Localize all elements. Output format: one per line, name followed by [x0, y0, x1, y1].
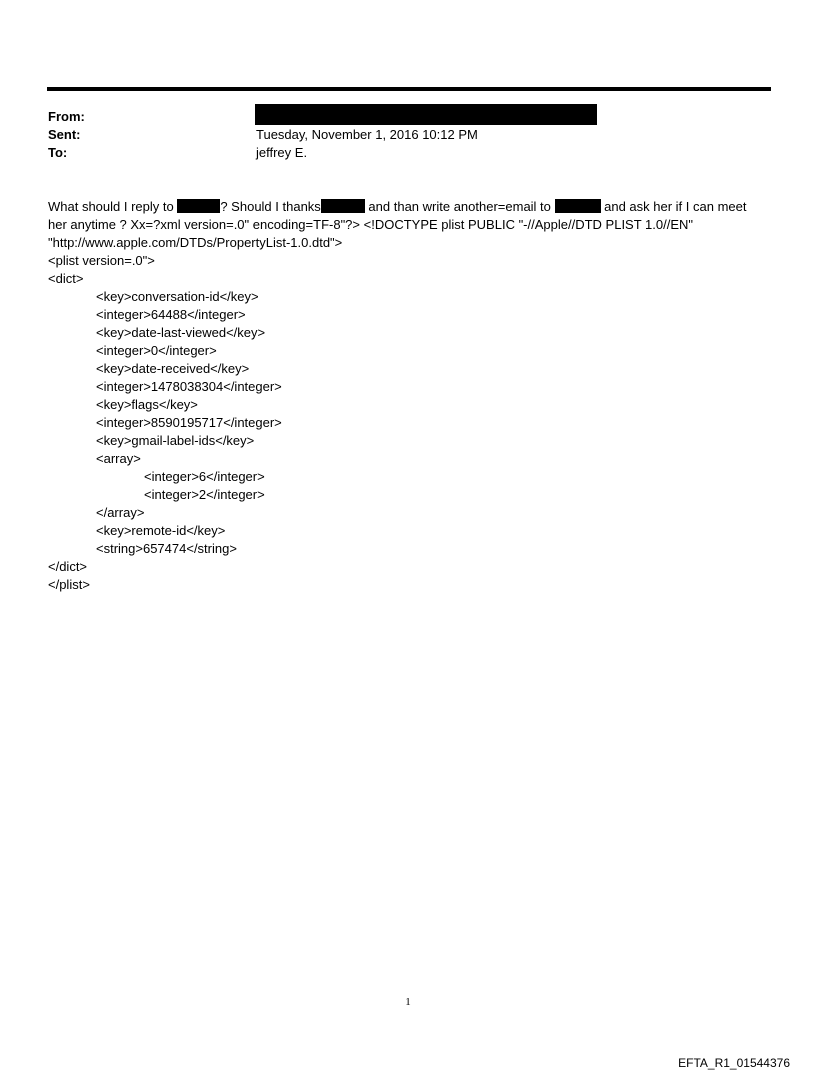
- plist-line: <string>657474</string>: [96, 541, 237, 556]
- body-line: her anytime ? Xx=?xml version=.0" encoding=TF-8"?> <!DOCTYPE plist PUBLIC "-//Apple//DTD PLIST 1.0//EN": [48, 217, 694, 232]
- body-text: and than write another=email to: [364, 199, 555, 214]
- redaction-box: [555, 199, 601, 213]
- sent-label: Sent:: [48, 127, 81, 142]
- from-redaction: [255, 104, 597, 125]
- plist-line: <key>conversation-id</key>: [96, 289, 259, 304]
- plist-line: </dict>: [48, 559, 88, 574]
- body-text: and ask her if I can meet: [600, 199, 747, 214]
- body-text: ? Should I thanks: [220, 199, 321, 214]
- plist-line: <key>gmail-label-ids</key>: [96, 433, 255, 448]
- plist-line: <key>flags</key>: [96, 397, 198, 412]
- header-rule: [47, 87, 771, 91]
- plist-line: <key>remote-id</key>: [96, 523, 226, 538]
- body-line: [48, 198, 778, 216]
- message-body: [48, 198, 778, 594]
- to-value: jeffrey E.: [256, 145, 308, 160]
- plist-line: <key>date-received</key>: [96, 361, 250, 376]
- plist-line: <integer>2</integer>: [144, 487, 265, 502]
- plist-line: <key>date-last-viewed</key>: [96, 325, 266, 340]
- plist-line: <integer>1478038304</integer>: [96, 379, 282, 394]
- page-number: 1: [405, 996, 411, 1008]
- plist-line: </plist>: [48, 577, 90, 592]
- plist-line: <integer>8590195717</integer>: [96, 415, 282, 430]
- plist-line: <array>: [96, 451, 141, 466]
- to-label: To:: [48, 145, 68, 160]
- plist-block: [48, 252, 778, 594]
- sent-value: Tuesday, November 1, 2016 10:12 PM: [256, 127, 478, 142]
- plist-line: </array>: [96, 505, 145, 520]
- redaction-box: [321, 199, 365, 213]
- plist-line: <plist version=.0">: [48, 253, 155, 268]
- plist-line: <dict>: [48, 271, 84, 286]
- body-text: What should I reply to: [48, 199, 178, 214]
- body-line: "http://www.apple.com/DTDs/PropertyList-1.0.dtd">: [48, 235, 343, 250]
- plist-line: <integer>6</integer>: [144, 469, 265, 484]
- from-label: From:: [48, 109, 85, 124]
- redaction-box: [177, 199, 220, 213]
- document-id: EFTA_R1_01544376: [678, 1056, 790, 1070]
- plist-line: <integer>64488</integer>: [96, 307, 246, 322]
- plist-line: <integer>0</integer>: [96, 343, 217, 358]
